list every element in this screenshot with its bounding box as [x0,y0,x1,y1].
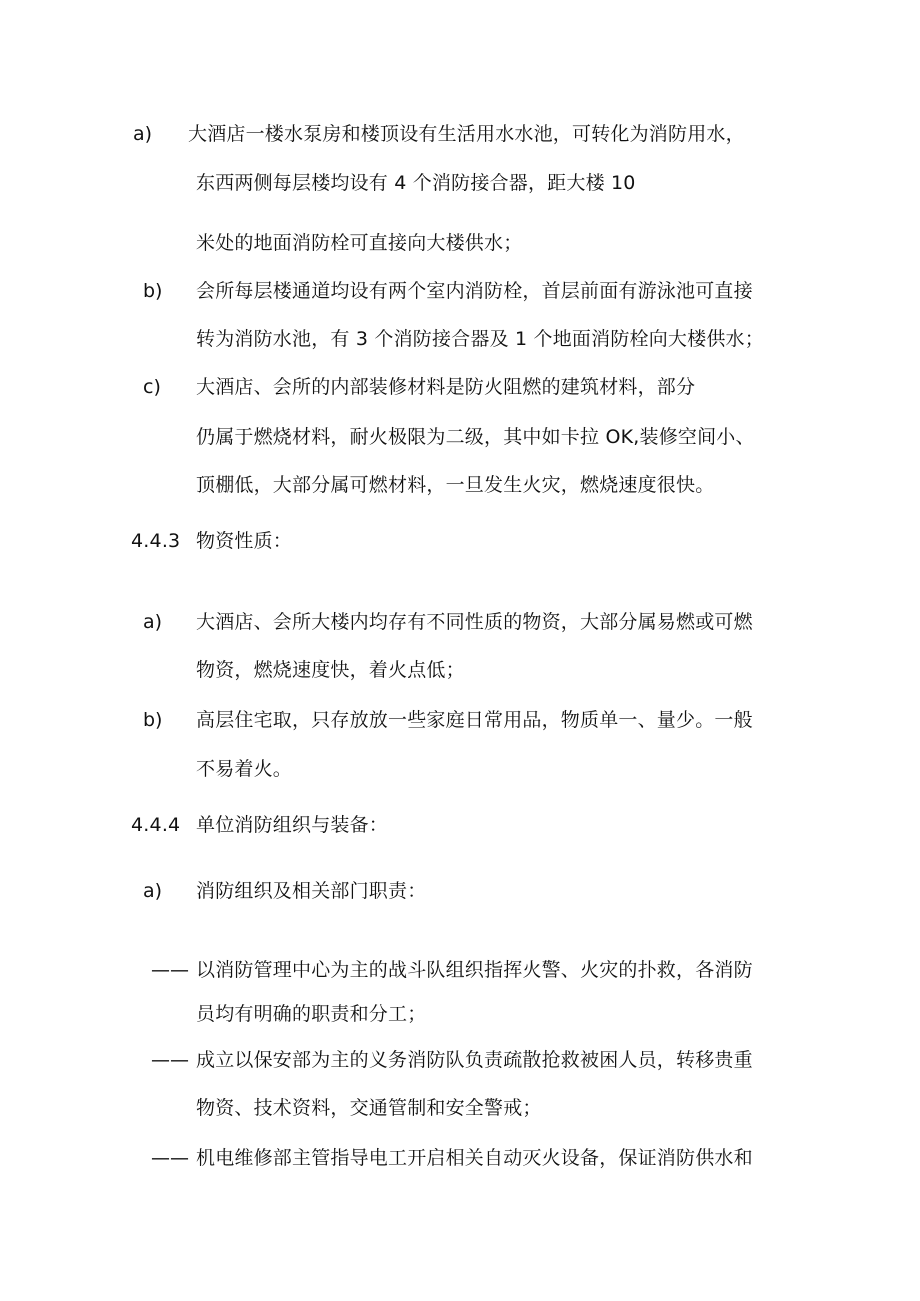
paragraph-line: 仍属于燃烧材料，耐火极限为二级，其中如卡拉 OK,装修空间小、 [196,426,755,448]
paragraph-line: 顶棚低，大部分属可燃材料，一旦发生火灾，燃烧速度很快。 [196,474,715,496]
list-marker: a) [133,123,153,145]
section-number: 4.4.3 [131,530,181,552]
paragraph-line: 员均有明确的职责和分工； [196,1003,427,1025]
paragraph-line: 以消防管理中心为主的战斗队组织指挥火警、火灾的扑救，各消防 [196,959,753,981]
paragraph-line: 大酒店、会所的内部装修材料是防火阻燃的建筑材料，部分 [196,376,696,398]
paragraph-line: 会所每层楼通道均设有两个室内消防栓，首层前面有游泳池可直接 [196,280,753,302]
paragraph-line: 大酒店、会所大楼内均存有不同性质的物资，大部分属易燃或可燃 [196,611,753,633]
list-marker: a) [143,611,163,633]
list-marker: b) [143,280,163,302]
paragraph-line: 成立以保安部为主的义务消防队负责疏散抢救被困人员，转移贵重 [196,1049,753,1071]
dash-marker: —— [151,959,189,981]
dash-marker: —— [151,1147,189,1169]
list-marker: a) [143,880,163,902]
section-title: 单位消防组织与装备： [196,814,389,836]
paragraph-line: 转为消防水池，有 3 个消防接合器及 1 个地面消防栓向大楼供水； [196,328,764,350]
section-number: 4.4.4 [131,814,181,836]
paragraph-line: 不易着火。 [196,758,293,780]
paragraph-line: 物资、技术资料，交通管制和安全警戒； [196,1097,542,1119]
paragraph-line: 消防组织及相关部门职责： [196,880,427,902]
paragraph-line: 物资，燃烧速度快，着火点低； [196,659,465,681]
paragraph-line: 机电维修部主管指导电工开启相关自动灭火设备，保证消防供水和 [196,1147,753,1169]
paragraph-line: 大酒店一楼水泵房和楼顶设有生活用水水池，可转化为消防用水， [188,123,745,145]
paragraph-line: 米处的地面消防栓可直接向大楼供水； [196,232,523,254]
section-title: 物资性质： [196,530,293,552]
paragraph-line: 高层住宅取，只存放放一些家庭日常用品，物质单一、量少。一般 [196,709,753,731]
paragraph-line: 东西两侧每层楼均设有 4 个消防接合器，距大楼 10 [196,172,636,194]
dash-marker: —— [151,1049,189,1071]
list-marker: c) [143,376,161,398]
list-marker: b) [143,709,163,731]
